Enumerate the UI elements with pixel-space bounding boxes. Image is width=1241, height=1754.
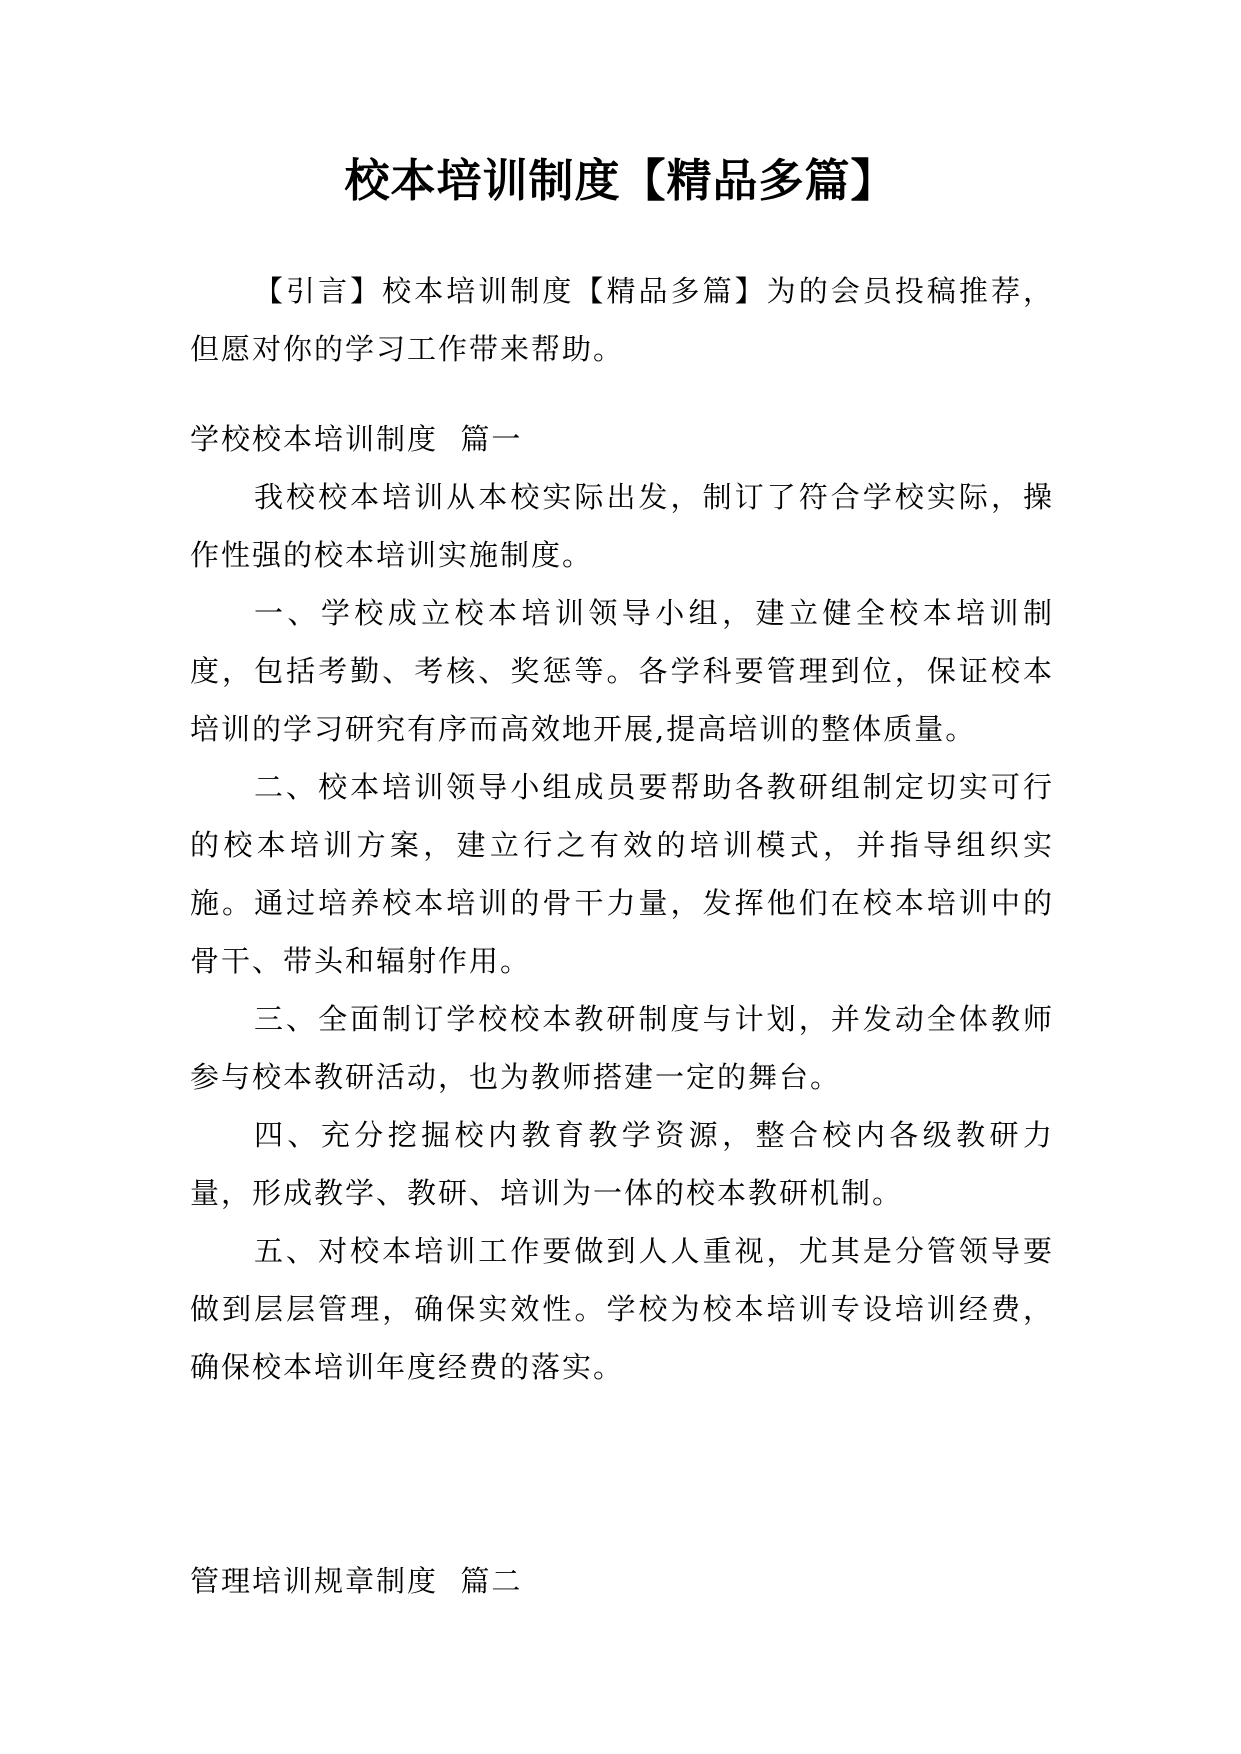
section-body-1 (190, 468, 1054, 1396)
section-heading-2: 管理培训规章制度 篇二 (190, 1564, 523, 1598)
section-heading-1: 学校校本培训制度 篇一 (190, 422, 523, 456)
paragraph: 一、学校成立校本培训领导小组，建立健全校本培训制度，包括考勤、考核、奖惩等。各学科要管理到位，保证校本培训的学习研究有序而高效地开展,提高培训的整体质量。 (190, 596, 1054, 746)
document-title: 校本培训制度【精品多篇】 (344, 154, 897, 207)
paragraph: 四、充分挖掘校内教育教学资源，整合校内各级教研力量，形成教学、教研、培训为一体的校本教研机制。 (190, 1118, 1054, 1210)
paragraph: 五、对校本培训工作要做到人人重视，尤其是分管领导要做到层层管理，确保实效性。学校为校本培训专设培训经费，确保校本培训年度经费的落实。 (190, 1234, 1054, 1384)
intro-paragraph: 【引言】校本培训制度【精品多篇】为的会员投稿推荐，但愿对你的学习工作带来帮助。 (190, 274, 1054, 366)
paragraph: 二、校本培训领导小组成员要帮助各教研组制定切实可行的校本培训方案，建立行之有效的培训模式，并指导组织实施。通过培养校本培训的骨干力量，发挥他们在校本培训中的骨干、带头和辐射作用。 (190, 770, 1054, 978)
paragraph: 我校校本培训从本校实际出发，制订了符合学校实际，操作性强的校本培训实施制度。 (190, 480, 1054, 572)
paragraph: 三、全面制订学校校本教研制度与计划，并发动全体教师参与校本教研活动，也为教师搭建一定的舞台。 (190, 1002, 1054, 1094)
